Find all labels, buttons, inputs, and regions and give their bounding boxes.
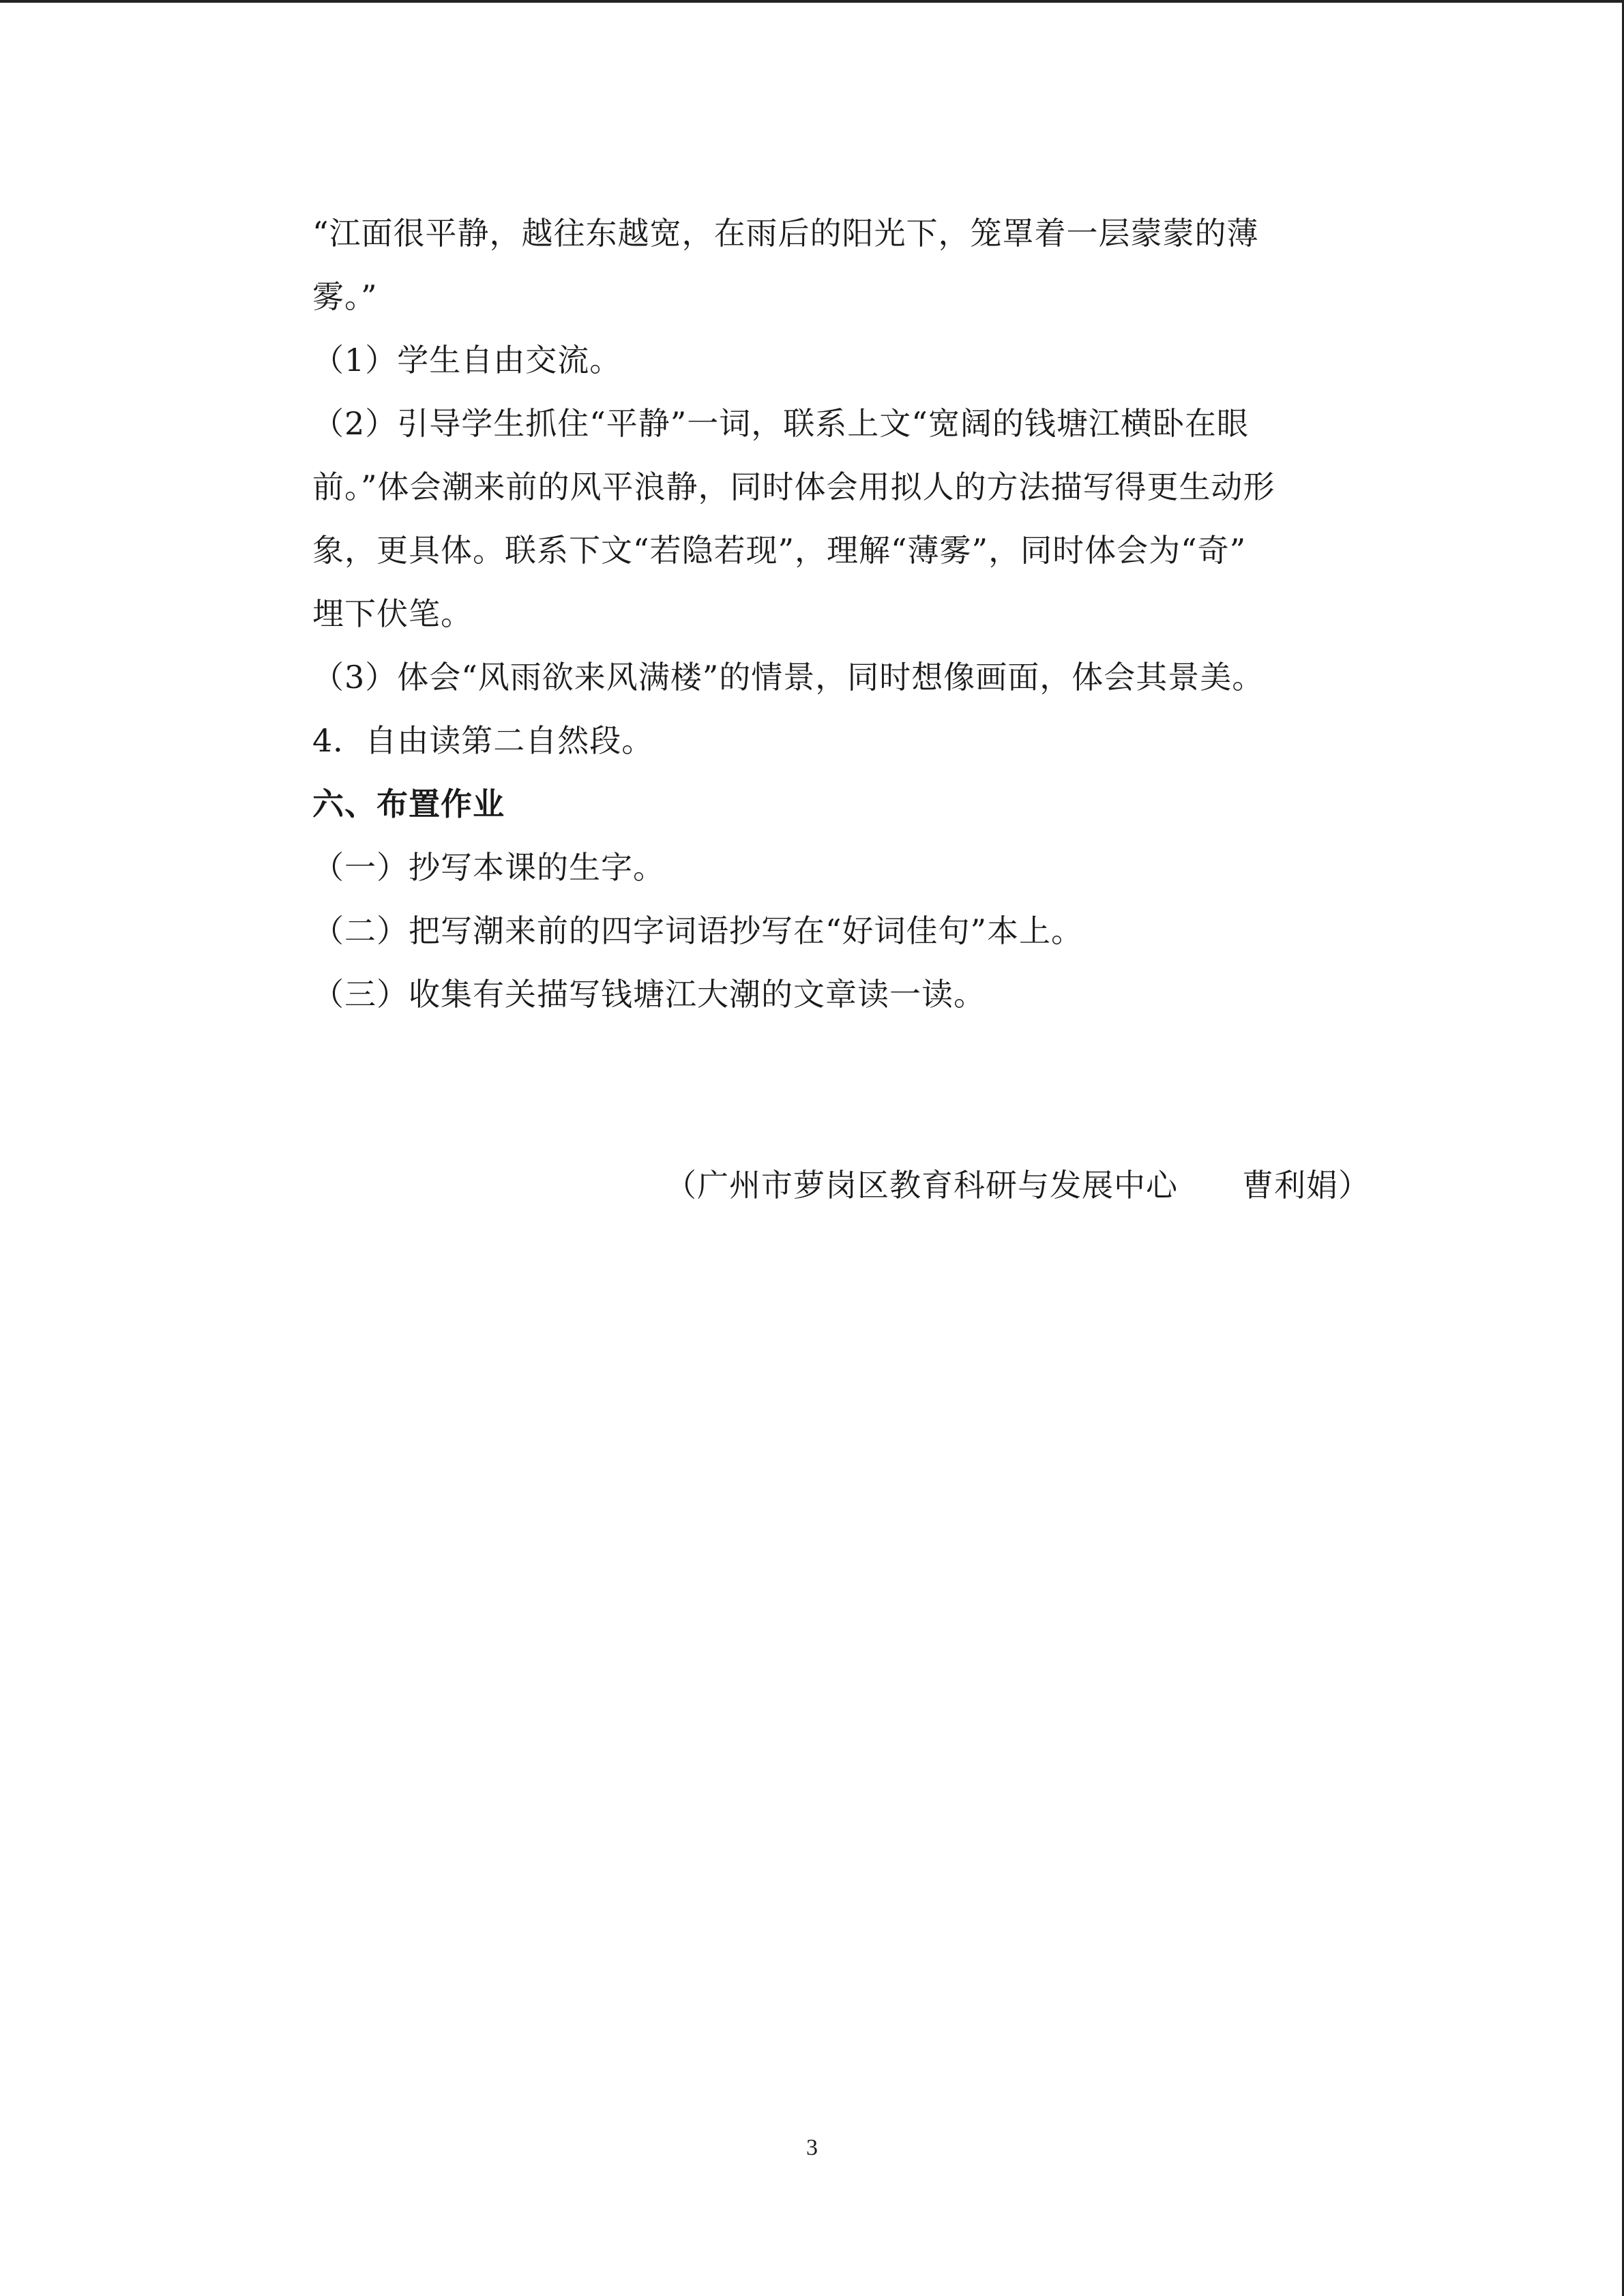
body-line: “江面很平静，越往东越宽，在雨后的阳光下，笼罩着一层蒙蒙的薄 bbox=[312, 215, 1259, 252]
section-heading: 六、布置作业 bbox=[312, 786, 505, 822]
list-item: （三）收集有关描写钱塘江大潮的文章读一读。 bbox=[312, 976, 986, 1013]
list-item: 4．自由读第二自然段。 bbox=[312, 722, 654, 759]
list-item: （1）学生自由交流。 bbox=[312, 342, 622, 378]
body-line: 雾。” bbox=[312, 278, 378, 315]
body-line: 象，更具体。联系下文“若隐若现”，理解“薄雾”，同时体会为“奇” bbox=[312, 532, 1247, 569]
list-item: （2）引导学生抓住“平静”一词，联系上文“宽阔的钱塘江横卧在眼 bbox=[312, 405, 1249, 442]
list-item: （二）把写潮来前的四字词语抄写在“好词佳句”本上。 bbox=[312, 912, 1084, 949]
body-line: 前。”体会潮来前的风平浪静，同时体会用拟人的方法描写得更生动形 bbox=[312, 468, 1275, 505]
document-body bbox=[312, 202, 1376, 1026]
page-number: 3 bbox=[806, 2135, 818, 2160]
page-border-top bbox=[0, 0, 1624, 3]
body-line: 埋下伏笔。 bbox=[312, 595, 473, 632]
list-item: （一）抄写本课的生字。 bbox=[312, 849, 665, 886]
author-signature: （广州市萝岗区教育科研与发展中心 曹利娟） bbox=[665, 1167, 1370, 1204]
list-item: （3）体会“风雨欲来风满楼”的情景，同时想像画面，体会其景美。 bbox=[312, 659, 1265, 696]
